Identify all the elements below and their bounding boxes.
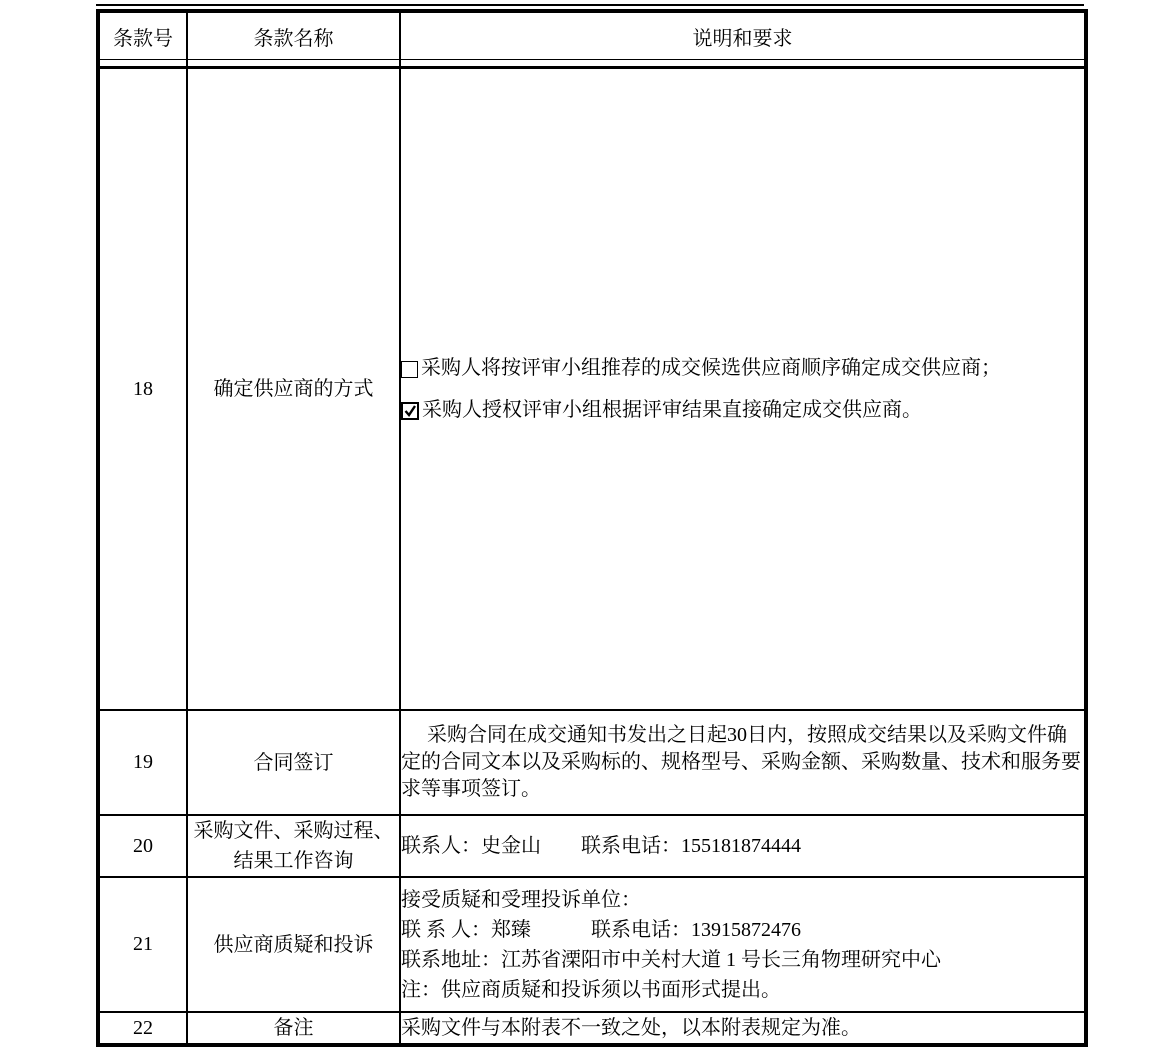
terms-table [96, 9, 1088, 1047]
header-clause-no: 条款号 [98, 11, 187, 60]
clause-no: 21 [98, 877, 187, 1012]
clause-no: 22 [98, 1012, 187, 1045]
checkbox-checked-icon [401, 402, 419, 420]
clause-description: 采购合同在成交通知书发出之日起30日内，按照成交结果以及采购文件确定的合同文本以及采购标的、规格型号、采购金额、采购数量、技术和服务要求等事项签订。 [400, 710, 1086, 815]
table-row [98, 1012, 1086, 1045]
table-row [98, 710, 1086, 815]
clause-description [400, 68, 1086, 711]
option-unchecked [401, 354, 1084, 382]
clause-no: 19 [98, 710, 187, 815]
description-line: 联 系 人：郑臻 联系电话：13915872476 [401, 918, 801, 941]
header-description: 说明和要求 [400, 11, 1086, 60]
table-row [98, 68, 1086, 711]
description-line: 注：供应商质疑和投诉须以书面形式提出。 [401, 978, 781, 1001]
clause-name: 确定供应商的方式 [187, 68, 400, 711]
table-row [98, 877, 1086, 1012]
clause-name: 备注 [187, 1012, 400, 1045]
option-text: 采购人授权评审小组根据评审结果直接确定成交供应商。 [422, 399, 922, 421]
clause-description: 采购文件与本附表不一致之处，以本附表规定为准。 [400, 1012, 1086, 1045]
header-clause-name: 条款名称 [187, 11, 400, 60]
clause-description: 联系人：史金山 联系电话：155181874444 [400, 815, 1086, 877]
clause-name: 采购文件、采购过程、结果工作咨询 [187, 815, 400, 877]
header-separator-row [98, 60, 1086, 68]
clause-no: 18 [98, 68, 187, 711]
table-continuation-rule [96, 4, 1084, 6]
checkbox-unchecked-icon [401, 361, 418, 378]
clause-description [400, 877, 1086, 1012]
table-header-row [98, 11, 1086, 60]
clause-name: 供应商质疑和投诉 [187, 877, 400, 1012]
clause-name: 合同签订 [187, 710, 400, 815]
option-checked [401, 396, 1084, 424]
table-row [98, 815, 1086, 877]
description-line: 接受质疑和受理投诉单位： [401, 888, 641, 911]
option-text: 采购人将按评审小组推荐的成交候选供应商顺序确定成交供应商； [421, 357, 1001, 379]
description-line: 联系地址：江苏省溧阳市中关村大道 1 号长三角物理研究中心 [401, 948, 941, 971]
clause-no: 20 [98, 815, 187, 877]
